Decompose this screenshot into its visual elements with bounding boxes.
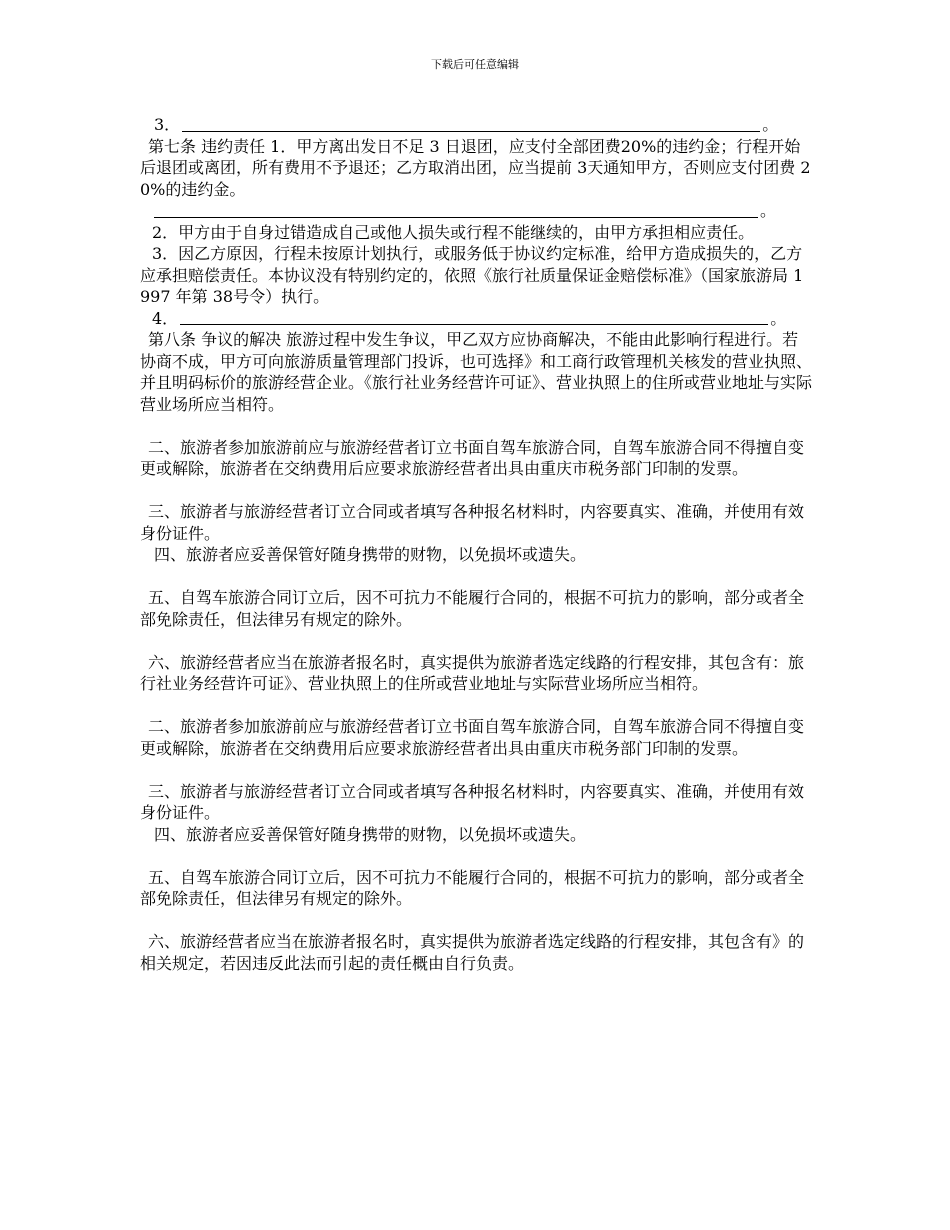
spacer: [140, 845, 812, 867]
article-8-paragraph: 第八条 争议的解决 旅游过程中发生争议，甲乙双方应协商解决，不能由此影响行程进行。若协商不成，甲方可向旅游质量管理部门投诉，也可选择》和工商行政管理机关核发的营业执照、并且明码标价的旅游经营企业。《旅行社业务经营许可证》、营业执照上的住所或营业地址与实际营业场所应当相符。: [140, 330, 813, 414]
blank-line-2: [140, 200, 812, 222]
item-5-paragraph: 五、自驾车旅游合同订立后，因不可抗力不能履行合同的，根据不可抗力的影响，部分或者全部免除责任，但法律另有规定的除外。: [140, 588, 805, 629]
clause-3-paragraph: 3．因乙方原因，行程未按原计划执行，或服务低于协议约定标准，给甲方造成损失的，乙方应承担赔偿责任。本协议没有特别约定的，依照《旅行社质量保证金赔偿标准》（国家旅游局 1997 年第 38号令）执行。: [140, 244, 804, 306]
article-7-paragraph: 第七条 违约责任 1．甲方离出发日不足 3 日退团，应支付全部团费20%的违约金；行程开始后退团或离团，所有费用不予退还；乙方取消出团，应当提前 3天通知甲方，否则应支付团费 20%的违约金。: [140, 136, 811, 199]
clause-3-blank: [140, 114, 812, 136]
spacer: [140, 566, 812, 588]
item-2-paragraph-repeat: 二、旅游者参加旅游前应与旅游经营者订立书面自驾车旅游合同，自驾车旅游合同不得擅自变更或解除，旅游者在交纳费用后应要求旅游经营者出具由重庆市税务部门印制的发票。: [140, 717, 805, 758]
clause-4-blank: [140, 308, 812, 330]
page-header: 下载后可任意编辑: [431, 58, 519, 71]
item-3-paragraph-repeat: 三、旅游者与旅游经营者订立合同或者填写各种报名材料时，内容要真实、准确，并使用有效身份证件。: [140, 781, 805, 822]
item-2-paragraph: 二、旅游者参加旅游前应与旅游经营者订立书面自驾车旅游合同，自驾车旅游合同不得擅自变更或解除，旅游者在交纳费用后应要求旅游经营者出具由重庆市税务部门印制的发票。: [140, 437, 805, 478]
fill-in-line: [154, 201, 758, 218]
clause-number: 4．: [152, 308, 179, 328]
clause-2-paragraph: 2．甲方由于自身过错造成自己或他人损失或行程不能继续的，由甲方承担相应责任。: [152, 222, 755, 242]
item-4-paragraph-repeat: 四、旅游者应妥善保管好随身携带的财物，以免损坏或遗失。: [154, 824, 587, 844]
item-6-paragraph-repeat: 六、旅游经营者应当在旅游者报名时，真实提供为旅游者选定线路的行程安排，其包含有》的相关规定，若因违反此法而引起的责任概由自行负责。: [140, 932, 805, 973]
spacer: [140, 695, 812, 717]
fill-in-line: [180, 308, 768, 325]
document-body: [140, 114, 812, 974]
spacer: [140, 415, 812, 437]
fill-in-line: [182, 115, 760, 132]
item-3-paragraph: 三、旅游者与旅游经营者订立合同或者填写各种报名材料时，内容要真实、准确，并使用有效身份证件。: [140, 502, 805, 543]
spacer: [140, 630, 812, 652]
clause-end: 。: [762, 115, 779, 134]
spacer: [140, 480, 812, 502]
spacer: [140, 910, 812, 932]
clause-end: 。: [770, 308, 787, 328]
spacer: [140, 759, 812, 781]
clause-number: 3．: [154, 115, 181, 134]
item-4-paragraph: 四、旅游者应妥善保管好随身携带的财物，以免损坏或遗失。: [154, 545, 587, 564]
item-6-paragraph: 六、旅游经营者应当在旅游者报名时，真实提供为旅游者选定线路的行程安排，其包含有：旅行社业务经营许可证》、营业执照上的住所或营业地址与实际营业场所应当相符。: [140, 652, 805, 693]
item-5-paragraph-repeat: 五、自驾车旅游合同订立后，因不可抗力不能履行合同的，根据不可抗力的影响，部分或者全部免除责任，但法律另有规定的除外。: [140, 867, 805, 908]
clause-end: 。: [760, 201, 777, 220]
